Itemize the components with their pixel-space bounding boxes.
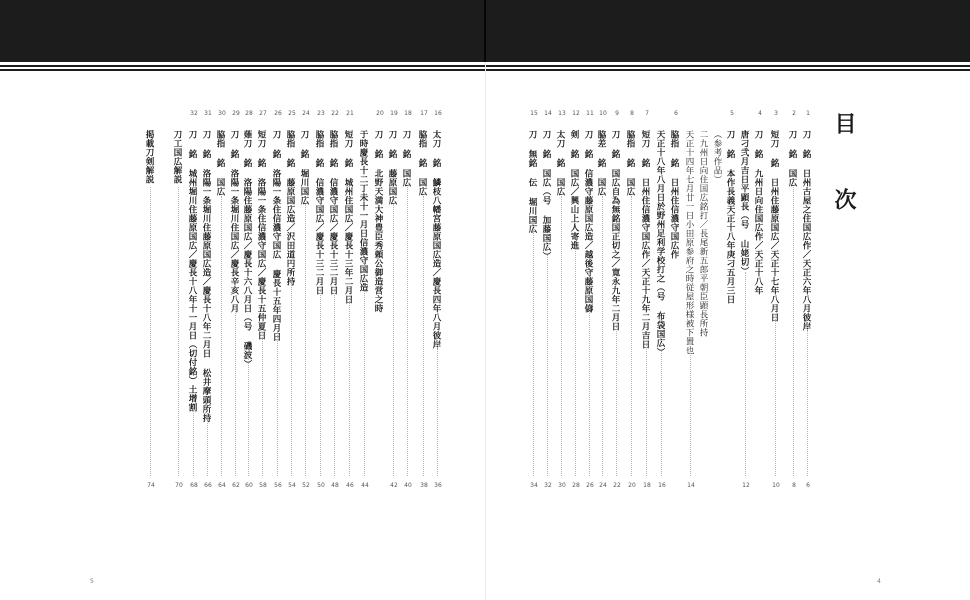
entry-number: 18 bbox=[404, 110, 412, 117]
entry-title: 刀 銘 洛陽一条住信濃守国広 慶長十五年四月日 bbox=[271, 130, 281, 342]
toc-entry[interactable] bbox=[540, 110, 556, 490]
entry-title: 太刀 銘 国広 bbox=[555, 130, 565, 196]
entry-number: 27 bbox=[259, 110, 267, 117]
entry-number: 14 bbox=[544, 110, 552, 117]
entry-number: 24 bbox=[302, 110, 310, 117]
entry-title: 脇指 銘 信濃守国広／慶長十三二月日 bbox=[314, 130, 324, 295]
toc-entry[interactable] bbox=[768, 110, 784, 490]
toc-entry[interactable] bbox=[228, 110, 244, 490]
entry-title: 刀 銘 九州日向住国広作／天正十八年 bbox=[753, 130, 763, 295]
toc-entry[interactable] bbox=[526, 110, 542, 490]
entry-page-number: 26 bbox=[586, 482, 594, 489]
entry-page-number: 66 bbox=[204, 482, 212, 489]
toc-entry[interactable] bbox=[639, 110, 655, 490]
entry-number: 12 bbox=[572, 110, 580, 117]
entry-title: 天正十四年七月廿一日小田原参府之時従屋形様被下置也 bbox=[684, 130, 694, 355]
leader-dots bbox=[690, 349, 691, 477]
entry-number: 20 bbox=[376, 110, 384, 117]
entry-title: 刀 銘 信濃守藤原国広造／越後守藤原国儔 bbox=[583, 130, 593, 313]
toc-entry[interactable] bbox=[270, 110, 286, 490]
leader-dots bbox=[305, 204, 306, 476]
leader-dots bbox=[221, 196, 222, 477]
entry-page-number: 44 bbox=[361, 482, 369, 489]
leader-dots bbox=[407, 187, 408, 476]
entry-title: 刀 銘 堀川国広 bbox=[299, 130, 309, 205]
toc-entry[interactable] bbox=[357, 110, 373, 490]
leader-dots bbox=[277, 332, 278, 477]
entry-number: 21 bbox=[346, 110, 354, 117]
entry-number: 19 bbox=[390, 110, 398, 117]
entry-number: 2 bbox=[792, 110, 796, 117]
entry-page-number: 48 bbox=[331, 482, 339, 489]
leader-dots bbox=[207, 408, 208, 476]
toc-entry[interactable] bbox=[171, 110, 187, 490]
toc-entry[interactable] bbox=[200, 110, 216, 490]
entry-title: 脇指 銘 藤原国広造／沢田道円所持 bbox=[285, 130, 295, 286]
leader-dots bbox=[575, 247, 576, 477]
entry-page-number: 10 bbox=[772, 482, 780, 489]
toc-entry[interactable] bbox=[697, 110, 713, 490]
entry-number: 17 bbox=[420, 110, 428, 117]
entry-title: 刀工国広解説 bbox=[172, 130, 182, 184]
entry-page-number: 58 bbox=[259, 482, 267, 489]
leader-dots bbox=[616, 323, 617, 476]
leader-dots bbox=[291, 281, 292, 477]
toc-entry[interactable] bbox=[800, 110, 816, 490]
entry-number: 9 bbox=[615, 110, 619, 117]
entry-title: （参考作品） bbox=[712, 130, 722, 184]
entry-title: 唐刁弐月吉日平顕長（号 山姥切） bbox=[739, 130, 749, 276]
entry-number: 15 bbox=[530, 110, 538, 117]
entry-page-number: 32 bbox=[544, 482, 552, 489]
leader-dots bbox=[248, 357, 249, 476]
toc-entry[interactable] bbox=[214, 110, 230, 490]
entry-title: 脇指 銘 信濃守国広／慶長十三二月日 bbox=[328, 130, 338, 295]
toc-entry[interactable] bbox=[752, 110, 768, 490]
entry-page-number: 64 bbox=[218, 482, 226, 489]
entry-title: 脇指 銘 国広 bbox=[417, 130, 427, 196]
entry-page-number: 36 bbox=[434, 482, 442, 489]
entry-number: 6 bbox=[674, 110, 678, 117]
entry-title: 刀 銘 北野天満大神豊臣秀頼公御造営之時 bbox=[373, 130, 383, 313]
leader-dots bbox=[589, 306, 590, 476]
toc-entry[interactable] bbox=[711, 110, 727, 490]
entry-number: 1 bbox=[806, 110, 810, 117]
toc-entry[interactable] bbox=[186, 110, 202, 490]
entry-title: 刀 銘 日州古屋之住国広作／天正六年八月彼岸 bbox=[801, 130, 811, 331]
leader-dots bbox=[602, 196, 603, 477]
toc-entry[interactable] bbox=[568, 110, 584, 490]
toc-entry[interactable] bbox=[582, 110, 598, 490]
leader-dots bbox=[235, 306, 236, 476]
entry-page-number: 20 bbox=[628, 482, 636, 489]
toc-entry[interactable] bbox=[327, 110, 343, 490]
toc-entry[interactable] bbox=[313, 110, 329, 490]
toc-entry[interactable] bbox=[668, 110, 684, 490]
entry-number: 8 bbox=[630, 110, 634, 117]
entry-number: 13 bbox=[558, 110, 566, 117]
toc-entry[interactable] bbox=[342, 110, 358, 490]
entry-title: 脇指 銘 国広 bbox=[625, 130, 635, 196]
toc-entry[interactable] bbox=[624, 110, 640, 490]
leader-dots bbox=[349, 298, 350, 477]
toc-entry[interactable] bbox=[143, 110, 159, 490]
entry-page-number: 52 bbox=[302, 482, 310, 489]
entry-title: 刀 銘 洛陽一条堀川住国広／慶長辛亥八月 bbox=[229, 130, 239, 313]
entry-title: 刀 銘 本作長義天正十八年庚刁五月三日 bbox=[725, 130, 735, 304]
entry-number: 25 bbox=[288, 110, 296, 117]
entry-title: 刀 銘 洛陽一条堀川住藤原国広造／慶長十八年二月日 松井摩頭所持 bbox=[201, 130, 211, 423]
entry-title: 短刀 銘 日州住信濃守国広作／天正十九年二月吉日 bbox=[640, 130, 650, 349]
entry-number: 22 bbox=[331, 110, 339, 117]
entry-page-number: 38 bbox=[420, 482, 428, 489]
entry-page-number: 28 bbox=[572, 482, 580, 489]
entry-page-number: 74 bbox=[147, 482, 155, 489]
leader-dots bbox=[437, 340, 438, 476]
leader-dots bbox=[775, 315, 776, 477]
entry-page-number: 12 bbox=[742, 482, 750, 489]
entry-number: 7 bbox=[645, 110, 649, 117]
toc-entry[interactable] bbox=[654, 110, 670, 490]
leader-dots bbox=[364, 289, 365, 476]
toc-entry[interactable] bbox=[416, 110, 432, 490]
entry-title: 脇指 銘 日州住信濃守国広作 bbox=[669, 130, 679, 259]
leader-dots bbox=[334, 289, 335, 476]
entry-title: 刀 銘 国広自為無銘国正切之／寛永九年二月日 bbox=[610, 130, 620, 331]
entry-title: 短刀 銘 洛陽一条住信濃守国広／慶長十五仲夏日 bbox=[256, 130, 266, 340]
leader-dots bbox=[533, 230, 534, 477]
entry-number: 32 bbox=[190, 110, 198, 117]
toc-entry[interactable] bbox=[284, 110, 300, 490]
leader-dots bbox=[423, 196, 424, 477]
leader-dots bbox=[646, 340, 647, 476]
entry-page-number: 68 bbox=[190, 482, 198, 489]
toc-entry[interactable] bbox=[554, 110, 570, 490]
toc-entry[interactable] bbox=[683, 110, 699, 490]
entry-number: 23 bbox=[317, 110, 325, 117]
entry-number: 5 bbox=[730, 110, 734, 117]
entry-page-number: 56 bbox=[274, 482, 282, 489]
entry-page-number: 54 bbox=[288, 482, 296, 489]
entry-title: 天正十八年八月日於野州足利学校打之（号 布袋国広） bbox=[655, 130, 665, 357]
toc-entry[interactable] bbox=[372, 110, 388, 490]
entry-page-number: 40 bbox=[404, 482, 412, 489]
entry-number: 16 bbox=[434, 110, 442, 117]
leader-dots bbox=[793, 187, 794, 476]
entry-title: 剣 銘 国広／興山上人寄進 bbox=[569, 130, 579, 250]
leader-dots bbox=[150, 187, 151, 476]
leader-dots bbox=[262, 332, 263, 477]
entry-title: 脇指 銘 国広 bbox=[215, 130, 225, 196]
toc-entry[interactable] bbox=[430, 110, 446, 490]
leader-dots bbox=[561, 196, 562, 477]
entry-number: 11 bbox=[586, 110, 594, 117]
entry-title: 短刀 銘 日州住藤原国広／天正十七年八月日 bbox=[769, 130, 779, 322]
toc-entry[interactable] bbox=[609, 110, 625, 490]
entry-number: 3 bbox=[774, 110, 778, 117]
entry-title: 刀 銘 国広（号 加藤国広） bbox=[541, 130, 551, 261]
leader-dots bbox=[393, 204, 394, 476]
entry-title: 刀 銘 国広 bbox=[787, 130, 797, 187]
entry-page-number: 46 bbox=[346, 482, 354, 489]
leader-dots bbox=[661, 349, 662, 477]
entry-number: 10 bbox=[599, 110, 607, 117]
entry-number: 31 bbox=[204, 110, 212, 117]
entry-number: 4 bbox=[758, 110, 762, 117]
entry-page-number: 62 bbox=[232, 482, 240, 489]
entry-page-number: 24 bbox=[599, 482, 607, 489]
page-number-left: 5 bbox=[90, 578, 94, 585]
leader-dots bbox=[631, 196, 632, 477]
toc-entry[interactable] bbox=[386, 110, 402, 490]
toc-entry[interactable] bbox=[738, 110, 754, 490]
entry-number: 29 bbox=[232, 110, 240, 117]
leader-dots bbox=[745, 272, 746, 476]
entry-number: 30 bbox=[218, 110, 226, 117]
page-number-right: 4 bbox=[877, 578, 881, 585]
leader-dots bbox=[178, 187, 179, 476]
entry-title: 二九州日向住国広銘打／長尾新五郎平朝臣顕長所持 bbox=[698, 130, 708, 337]
entry-number: 26 bbox=[274, 110, 282, 117]
leader-dots bbox=[547, 255, 548, 476]
entry-title: 太刀 銘 鱗枝八幡宮藤原国広造／慶長四年八月彼岸 bbox=[431, 130, 441, 349]
entry-page-number: 14 bbox=[687, 482, 695, 489]
entry-page-number: 60 bbox=[245, 482, 253, 489]
leader-dots bbox=[807, 323, 808, 476]
entry-page-number: 70 bbox=[175, 482, 183, 489]
leader-dots bbox=[320, 289, 321, 476]
entry-title: 薙刀 銘 洛陽住藤原国広／慶長十六八月日（号 磯波） bbox=[242, 130, 252, 369]
entry-title: 脇差 銘 国広 bbox=[596, 130, 606, 196]
entry-number: 28 bbox=[245, 110, 253, 117]
entry-page-number: 6 bbox=[806, 482, 810, 489]
entry-page-number: 22 bbox=[613, 482, 621, 489]
toc-entry[interactable] bbox=[400, 110, 416, 490]
toc-heading: 目 次 bbox=[831, 112, 857, 224]
entry-title: 于時慶長十二丁未十一月日信濃守国広造 bbox=[358, 130, 368, 292]
toc-entry[interactable] bbox=[255, 110, 271, 490]
toc-entry[interactable] bbox=[298, 110, 314, 490]
leader-dots bbox=[193, 400, 194, 477]
entry-title: 刀 銘 藤原国広 bbox=[387, 130, 397, 205]
entry-title: 短刀 銘 城州住国広／慶長十三年二月日 bbox=[343, 130, 353, 304]
entry-page-number: 18 bbox=[643, 482, 651, 489]
entry-title: 刀 銘 国広 bbox=[401, 130, 411, 187]
entry-page-number: 34 bbox=[530, 482, 538, 489]
entry-title: 刀 無銘 伝 堀川国広 bbox=[527, 130, 537, 234]
entry-page-number: 16 bbox=[658, 482, 666, 489]
entry-page-number: 50 bbox=[317, 482, 325, 489]
entry-page-number: 42 bbox=[390, 482, 398, 489]
entry-title: 掲載刀剣解説 bbox=[144, 130, 154, 184]
toc-entry[interactable] bbox=[786, 110, 802, 490]
entry-title: 刀 銘 城州堀川住藤原国広／慶長十八年十一月日（切付銘）土增割 bbox=[187, 130, 197, 412]
entry-page-number: 30 bbox=[558, 482, 566, 489]
entry-page-number: 8 bbox=[792, 482, 796, 489]
